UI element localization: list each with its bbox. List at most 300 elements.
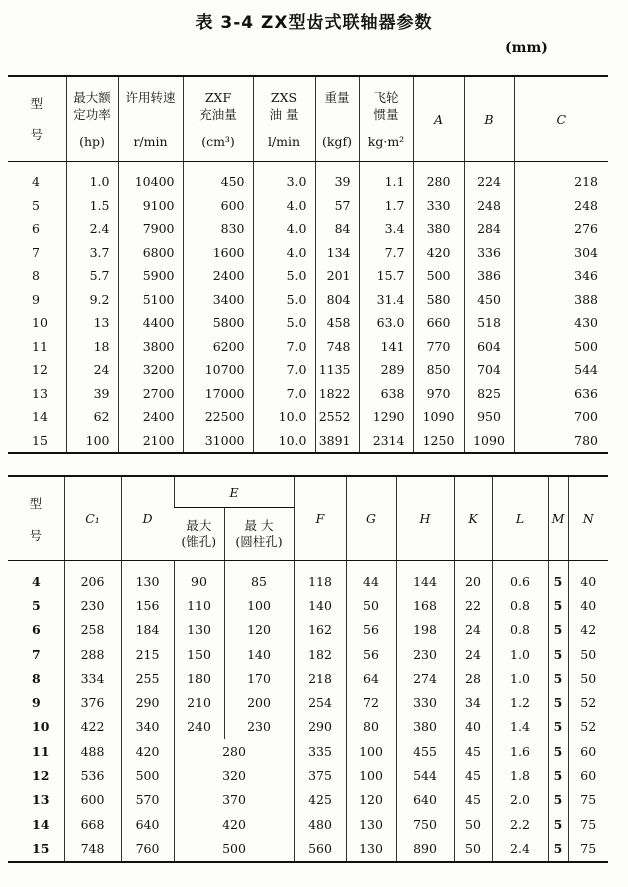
table-cell: 289 <box>359 358 413 382</box>
table-cell: 10400 <box>118 162 183 194</box>
table-cell: 2.4 <box>66 217 118 241</box>
table-cell: 5 <box>548 618 568 642</box>
table-cell: 1.7 <box>359 194 413 218</box>
table-row <box>8 311 608 335</box>
table-cell: 5 <box>548 836 568 861</box>
table-cell: 7.0 <box>253 335 315 359</box>
table-cell: 45 <box>454 739 492 763</box>
table-row <box>8 812 608 836</box>
table-row <box>8 335 608 359</box>
table-cell: 450 <box>183 162 253 194</box>
table-row <box>8 288 608 312</box>
parameters-table-1 <box>8 75 608 454</box>
header-a: A <box>413 76 464 162</box>
table-cell: 2314 <box>359 429 413 454</box>
table-cell: 100 <box>224 593 294 617</box>
table-cell: 518 <box>464 311 514 335</box>
table-cell: 52 <box>568 715 608 739</box>
table-cell: 248 <box>464 194 514 218</box>
table-cell: 39 <box>315 162 359 194</box>
table-cell: 330 <box>396 690 454 714</box>
table-cell: 500 <box>514 335 608 359</box>
table-cell: 425 <box>294 788 346 812</box>
table-cell: 704 <box>464 358 514 382</box>
header-e: E <box>174 476 294 508</box>
table-cell: 2100 <box>118 429 183 454</box>
table-cell: 5 <box>32 197 40 213</box>
table-cell: 215 <box>121 642 174 666</box>
table-cell: 1.5 <box>66 194 118 218</box>
table-cell: 7.0 <box>253 358 315 382</box>
table-cell: 9 <box>32 291 40 307</box>
table-cell: 8 <box>32 670 41 686</box>
table-cell: 39 <box>66 382 118 406</box>
header-max-power: 最大额 定功率 (hp) <box>66 76 118 162</box>
table-cell: 748 <box>315 335 359 359</box>
table-cell: 970 <box>413 382 464 406</box>
table-cell: 140 <box>294 593 346 617</box>
header-h: H <box>396 476 454 561</box>
table-cell: 640 <box>396 788 454 812</box>
table-row <box>8 739 608 763</box>
table-cell: 500 <box>121 763 174 787</box>
table-cell: 156 <box>121 593 174 617</box>
table-cell: 1250 <box>413 429 464 454</box>
table-cell: 50 <box>568 642 608 666</box>
header-c: C <box>514 76 608 162</box>
table-cell: 7900 <box>118 217 183 241</box>
table-cell: 2400 <box>118 405 183 429</box>
table-cell: 40 <box>568 561 608 594</box>
table-cell: 224 <box>464 162 514 194</box>
table-row <box>8 241 608 265</box>
table-row <box>8 194 608 218</box>
table-cell: 5 <box>548 763 568 787</box>
table-cell: 340 <box>121 715 174 739</box>
table-cell: 15 <box>32 432 48 448</box>
table-cell: 63.0 <box>359 311 413 335</box>
parameters-table-2 <box>8 475 608 863</box>
table-cell: 5 <box>548 812 568 836</box>
table-cell: 5 <box>32 597 41 613</box>
table-cell: 24 <box>66 358 118 382</box>
table-cell: 5 <box>548 739 568 763</box>
table-cell: 3400 <box>183 288 253 312</box>
table-cell: 90 <box>174 561 224 594</box>
table-cell: 750 <box>396 812 454 836</box>
table-row <box>8 405 608 429</box>
table-cell: 22500 <box>183 405 253 429</box>
table-cell: 31000 <box>183 429 253 454</box>
table-cell: 240 <box>174 715 224 739</box>
table-cell: 1.0 <box>492 642 548 666</box>
table-cell: 12 <box>32 768 50 784</box>
table-cell: 9.2 <box>66 288 118 312</box>
table-cell: 0.8 <box>492 618 548 642</box>
table-cell: 280 <box>413 162 464 194</box>
table-cell: 760 <box>121 836 174 861</box>
table-cell: 5100 <box>118 288 183 312</box>
table-cell: 376 <box>64 690 121 714</box>
table-cell: 85 <box>224 561 294 594</box>
table-cell: 375 <box>294 763 346 787</box>
table-cell: 130 <box>346 836 396 861</box>
table-cell: 1.0 <box>492 666 548 690</box>
table-cell: 0.6 <box>492 561 548 594</box>
table-cell: 56 <box>346 642 396 666</box>
table-cell: 4 <box>32 573 41 589</box>
table-cell: 2.0 <box>492 788 548 812</box>
table-cell: 45 <box>454 788 492 812</box>
table-row <box>8 217 608 241</box>
table-cell: 570 <box>121 788 174 812</box>
table-cell: 636 <box>514 382 608 406</box>
table-cell: 488 <box>64 739 121 763</box>
table-cell: 15 <box>32 840 50 856</box>
table-cell: 4 <box>32 174 40 190</box>
table-cell: 386 <box>464 264 514 288</box>
table-cell: 450 <box>464 288 514 312</box>
table-row <box>8 162 608 194</box>
table-cell: 455 <box>396 739 454 763</box>
table-cell: 5 <box>548 561 568 594</box>
table-cell: 288 <box>64 642 121 666</box>
table-cell: 7 <box>32 244 40 260</box>
table-cell: 1.8 <box>492 763 548 787</box>
table-cell: 370 <box>174 788 294 812</box>
table-cell: 290 <box>121 690 174 714</box>
table-cell: 804 <box>315 288 359 312</box>
table-cell: 1090 <box>413 405 464 429</box>
table-cell: 5 <box>548 690 568 714</box>
table-cell: 130 <box>174 618 224 642</box>
table-cell: 13 <box>66 311 118 335</box>
table-cell: 24 <box>454 642 492 666</box>
table-cell: 42 <box>568 618 608 642</box>
header-e-max-taper: 最大 (锥孔) <box>174 508 224 561</box>
header-allowed-speed: 许用转速 r/min <box>118 76 183 162</box>
table-cell: 668 <box>64 812 121 836</box>
header-n: N <box>568 476 608 561</box>
table-cell: 100 <box>346 739 396 763</box>
table-cell: 1290 <box>359 405 413 429</box>
table-cell: 201 <box>315 264 359 288</box>
table-cell: 144 <box>396 561 454 594</box>
table-cell: 230 <box>224 715 294 739</box>
table-row <box>8 788 608 812</box>
header-model: 型 号 <box>8 76 66 162</box>
table-cell: 57 <box>315 194 359 218</box>
table-cell: 18 <box>66 335 118 359</box>
table-cell: 56 <box>346 618 396 642</box>
table-cell: 150 <box>174 642 224 666</box>
table-cell: 45 <box>454 763 492 787</box>
table-cell: 9 <box>32 695 41 711</box>
table-cell: 1135 <box>315 358 359 382</box>
table-cell: 5 <box>548 715 568 739</box>
table-cell: 130 <box>121 561 174 594</box>
table-cell: 60 <box>568 739 608 763</box>
table-cell: 5.7 <box>66 264 118 288</box>
table-cell: 11 <box>32 743 50 759</box>
table-cell: 110 <box>174 593 224 617</box>
table-cell: 31.4 <box>359 288 413 312</box>
table-cell: 500 <box>413 264 464 288</box>
header-l: L <box>492 476 548 561</box>
table-cell: 120 <box>346 788 396 812</box>
table-cell: 1822 <box>315 382 359 406</box>
header-f: F <box>294 476 346 561</box>
table-cell: 184 <box>121 618 174 642</box>
table-cell: 180 <box>174 666 224 690</box>
header-weight: 重量 (kgf) <box>315 76 359 162</box>
table-cell: 75 <box>568 836 608 861</box>
table-cell: 120 <box>224 618 294 642</box>
header-e-max-cylinder: 最 大 (圆柱孔) <box>224 508 294 561</box>
table-cell: 40 <box>454 715 492 739</box>
table-cell: 2700 <box>118 382 183 406</box>
table-cell: 8 <box>32 268 40 284</box>
table-cell: 198 <box>396 618 454 642</box>
header-zxs-oil: ZXS 油 量 l/min <box>253 76 315 162</box>
table-cell: 20 <box>454 561 492 594</box>
table-cell: 2400 <box>183 264 253 288</box>
table-row <box>8 715 608 739</box>
table-cell: 1.2 <box>492 690 548 714</box>
table-cell: 1.1 <box>359 162 413 194</box>
table-cell: 230 <box>64 593 121 617</box>
table-cell: 380 <box>413 217 464 241</box>
table-row <box>8 763 608 787</box>
table-cell: 825 <box>464 382 514 406</box>
table-cell: 660 <box>413 311 464 335</box>
table-cell: 890 <box>396 836 454 861</box>
table-cell: 10700 <box>183 358 253 382</box>
table-cell: 7.7 <box>359 241 413 265</box>
table-cell: 10 <box>32 315 48 331</box>
table-cell: 80 <box>346 715 396 739</box>
table-cell: 3.0 <box>253 162 315 194</box>
table-cell: 5 <box>548 788 568 812</box>
table-cell: 304 <box>514 241 608 265</box>
table-cell: 10.0 <box>253 405 315 429</box>
table-cell: 248 <box>514 194 608 218</box>
table-cell: 7 <box>32 646 41 662</box>
table-cell: 60 <box>568 763 608 787</box>
table-cell: 330 <box>413 194 464 218</box>
table-cell: 3.4 <box>359 217 413 241</box>
header-model-2: 型 号 <box>8 476 64 561</box>
table-cell: 162 <box>294 618 346 642</box>
table-row <box>8 593 608 617</box>
table-cell: 2552 <box>315 405 359 429</box>
table-cell: 480 <box>294 812 346 836</box>
table-cell: 1090 <box>464 429 514 454</box>
header-k: K <box>454 476 492 561</box>
table-cell: 5 <box>548 593 568 617</box>
table-cell: 24 <box>454 618 492 642</box>
table-cell: 420 <box>121 739 174 763</box>
table-cell: 5.0 <box>253 264 315 288</box>
table-cell: 130 <box>346 812 396 836</box>
table-cell: 17000 <box>183 382 253 406</box>
table-cell: 100 <box>346 763 396 787</box>
table-row <box>8 561 608 594</box>
table-row <box>8 666 608 690</box>
table-cell: 4.0 <box>253 241 315 265</box>
table-cell: 346 <box>514 264 608 288</box>
table-cell: 3.7 <box>66 241 118 265</box>
table-row <box>8 382 608 406</box>
table-cell: 50 <box>346 593 396 617</box>
table-title: 表 3-4 ZX型齿式联轴器参数 <box>195 13 433 33</box>
table-row <box>8 264 608 288</box>
table-cell: 6 <box>32 622 41 638</box>
table-cell: 5900 <box>118 264 183 288</box>
table-cell: 6200 <box>183 335 253 359</box>
table-cell: 218 <box>294 666 346 690</box>
table-row <box>8 429 608 454</box>
table-cell: 182 <box>294 642 346 666</box>
table-cell: 500 <box>174 836 294 861</box>
table-cell: 230 <box>396 642 454 666</box>
table-cell: 580 <box>413 288 464 312</box>
table-cell: 2.4 <box>492 836 548 861</box>
table-cell: 544 <box>514 358 608 382</box>
table-cell: 5 <box>548 666 568 690</box>
table-cell: 6 <box>32 221 40 237</box>
table-cell: 170 <box>224 666 294 690</box>
table-cell: 14 <box>32 409 48 425</box>
table-row <box>8 642 608 666</box>
table-cell: 13 <box>32 792 50 808</box>
table-cell: 100 <box>66 429 118 454</box>
table-cell: 40 <box>568 593 608 617</box>
table-cell: 254 <box>294 690 346 714</box>
table-cell: 200 <box>224 690 294 714</box>
table-cell: 640 <box>121 812 174 836</box>
table-cell: 3891 <box>315 429 359 454</box>
table-cell: 600 <box>64 788 121 812</box>
table-cell: 950 <box>464 405 514 429</box>
table-cell: 420 <box>413 241 464 265</box>
table-row <box>8 618 608 642</box>
table-cell: 206 <box>64 561 121 594</box>
table-cell: 218 <box>514 162 608 194</box>
table-cell: 334 <box>64 666 121 690</box>
table-cell: 1600 <box>183 241 253 265</box>
table-cell: 62 <box>66 405 118 429</box>
table-cell: 28 <box>454 666 492 690</box>
header-c1: C₁ <box>64 476 121 561</box>
table-cell: 3200 <box>118 358 183 382</box>
table-cell: 420 <box>174 812 294 836</box>
table-cell: 2.2 <box>492 812 548 836</box>
table-cell: 422 <box>64 715 121 739</box>
table-cell: 4.0 <box>253 194 315 218</box>
table-cell: 560 <box>294 836 346 861</box>
table-row <box>8 690 608 714</box>
table-cell: 6800 <box>118 241 183 265</box>
table-cell: 335 <box>294 739 346 763</box>
table-cell: 64 <box>346 666 396 690</box>
table-cell: 3800 <box>118 335 183 359</box>
table-cell: 7.0 <box>253 382 315 406</box>
table-cell: 14 <box>32 816 50 832</box>
table-cell: 290 <box>294 715 346 739</box>
table-cell: 15.7 <box>359 264 413 288</box>
table-cell: 134 <box>315 241 359 265</box>
table-cell: 258 <box>64 618 121 642</box>
table-cell: 75 <box>568 812 608 836</box>
table-cell: 210 <box>174 690 224 714</box>
header-flywheel-inertia: 飞轮 惯量 kg·m² <box>359 76 413 162</box>
table-cell: 284 <box>464 217 514 241</box>
table-cell: 10.0 <box>253 429 315 454</box>
table-cell: 75 <box>568 788 608 812</box>
table-cell: 84 <box>315 217 359 241</box>
table-cell: 118 <box>294 561 346 594</box>
table-cell: 0.8 <box>492 593 548 617</box>
table-cell: 830 <box>183 217 253 241</box>
table-cell: 5800 <box>183 311 253 335</box>
table-row <box>8 358 608 382</box>
header-zxf-oil: ZXF 充油量 (cm³) <box>183 76 253 162</box>
table-cell: 50 <box>568 666 608 690</box>
table-cell: 34 <box>454 690 492 714</box>
table-cell: 780 <box>514 429 608 454</box>
table-cell: 1.6 <box>492 739 548 763</box>
table-cell: 638 <box>359 382 413 406</box>
table-cell: 12 <box>32 362 48 378</box>
table-cell: 1.4 <box>492 715 548 739</box>
header-b: B <box>464 76 514 162</box>
table-cell: 4400 <box>118 311 183 335</box>
table-cell: 141 <box>359 335 413 359</box>
table-cell: 700 <box>514 405 608 429</box>
table-row <box>8 836 608 861</box>
table-cell: 4.0 <box>253 217 315 241</box>
table-cell: 320 <box>174 763 294 787</box>
table-cell: 458 <box>315 311 359 335</box>
table-cell: 10 <box>32 719 50 735</box>
table-cell: 140 <box>224 642 294 666</box>
table-cell: 770 <box>413 335 464 359</box>
header-g: G <box>346 476 396 561</box>
table-cell: 600 <box>183 194 253 218</box>
table-cell: 430 <box>514 311 608 335</box>
header-d: D <box>121 476 174 561</box>
table-cell: 276 <box>514 217 608 241</box>
table-cell: 604 <box>464 335 514 359</box>
table-cell: 50 <box>454 812 492 836</box>
table-cell: 380 <box>396 715 454 739</box>
table-cell: 44 <box>346 561 396 594</box>
table-cell: 255 <box>121 666 174 690</box>
table-cell: 280 <box>174 739 294 763</box>
table-cell: 22 <box>454 593 492 617</box>
table-cell: 5.0 <box>253 288 315 312</box>
table-cell: 850 <box>413 358 464 382</box>
table-cell: 388 <box>514 288 608 312</box>
table-cell: 336 <box>464 241 514 265</box>
table-cell: 50 <box>454 836 492 861</box>
table-cell: 5 <box>548 642 568 666</box>
table-cell: 168 <box>396 593 454 617</box>
table-cell: 9100 <box>118 194 183 218</box>
table-cell: 13 <box>32 385 48 401</box>
header-m: M <box>548 476 568 561</box>
